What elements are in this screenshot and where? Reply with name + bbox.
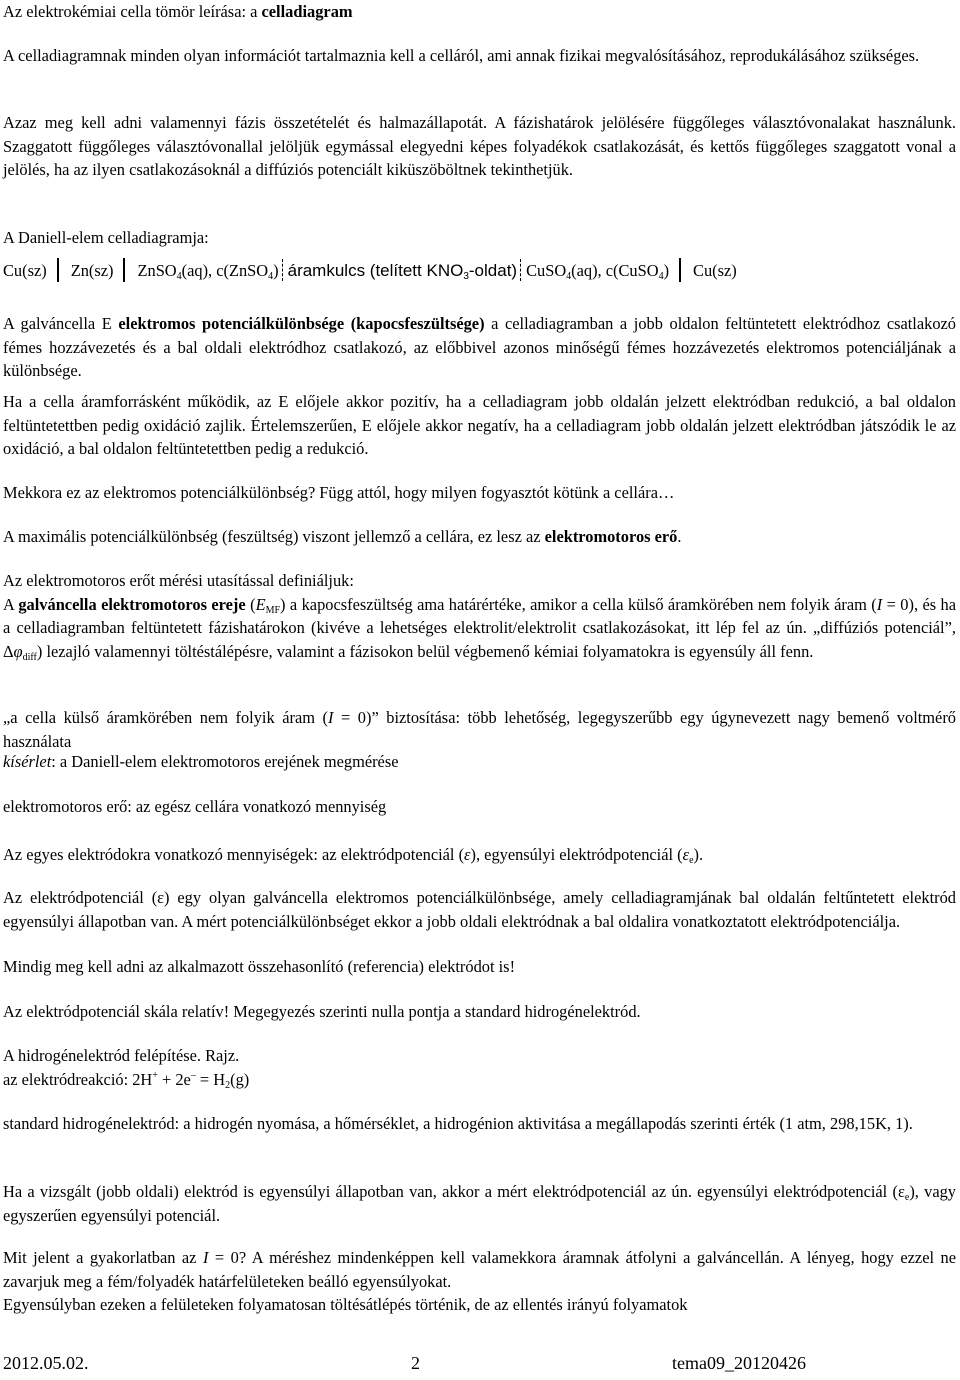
cell-cu-left: Cu(sz)	[3, 261, 47, 280]
cell-zn: Zn(sz)	[70, 261, 114, 280]
page-heading: Az elektrokémiai cella tömör leírása: a celladiagram	[3, 2, 353, 21]
paragraph-reference: Mindig meg kell adni az alkalmazott összehasonlító (referencia) elektródot is!	[3, 957, 516, 976]
paragraph-hydrogen-electrode: A hidrogénelektród felépítése. Rajz. az elektródreakció: $2H^+ + 2e^- = H_2(g)$	[3, 1046, 250, 1091]
paragraph-max-potential: A maximális potenciálkülönbség (feszültség) viszont jellemző a cellára, ez lesz az elektromotoros erő.	[3, 527, 682, 546]
phase-boundary-line	[57, 258, 59, 282]
liquid-junction-line	[520, 259, 521, 281]
cell-znso4: ZnSO$_4$(aq), c(ZnSO$_4$)	[137, 261, 279, 282]
paragraph-emf-definition: Az elektromotoros erőt mérési utasítással definiáljuk: A galváncella elektromotoros ereje $(E_{MF})$ a kapocsfeszültség ama határértéke, amikor a cella külső áramkörében nem folyik áram (I = 0), és ha a celladiagramban feltüntetett fázishatárokon (kivéve a lehetséges elektrolit/elektrolit csatlakozásokat, itt lép fel az ún. „diffúziós potenciál”, $\Delta\varphi_{diff}$) lezajló valamennyi töltéstálépésre, valamint a fázisokon belül végbemenő kémiai folyamatokra is egyensúly áll fenn.	[3, 571, 957, 663]
paragraph-emf-scope: elektromotoros erő: az egész cellára vonatkozó mennyiség	[3, 797, 387, 816]
phase-boundary-line	[123, 258, 125, 282]
cell-cuso4: CuSO$_4$(aq), c(CuSO$_4$)	[526, 261, 670, 282]
paragraph-practical-zero-current: Mit jelent a gyakorlatban az I = 0? A méréshez mindenképpen kell valamekkora áramnak átfolyni a galváncellán. A lényeg, hogy ezzel ne zavarjuk meg a fém/folyadék határfelületeken beálló egyensúlyokat. Egyensúlyban ezeken a felületeken folyamatosan töltésátlépés történik, de az ellentés irányú folyamatok	[3, 1248, 956, 1314]
paragraph-zero-current: „a cella külső áramkörében nem folyik áram (I = 0)” biztosítása: több lehetőség, legegyszerűbb egy úgynevezett nagy bemenő voltmérő használata	[3, 708, 956, 751]
daniell-title: A Daniell-elem celladiagramja:	[3, 228, 209, 247]
paragraph-relative-scale: Az elektródpotenciál skála relatív! Megegyezés szerinti nulla pontja a standard hidrogénelektród.	[3, 1002, 641, 1021]
phase-boundary-line	[679, 258, 681, 282]
paragraph-electrode-potential: Az elektródpotenciál (ε) egy olyan galváncella elektromos potenciálkülönbsége, amely celladiagramjának bal oldalán feltűntetett elektród egyensúlyi állapotban van. A mért potenciálkülönbséget ekkor a jobb oldali elektródnak a bal oldalira vonatkoztatott elektródpotenciálja.	[3, 888, 956, 931]
paragraph-phases: Azaz meg kell adni valamennyi fázis összetételét és halmazállapotát. A fázishatárok jelölésére függőleges választóvonalakat használunk. Szaggatott függőleges választóvonallal jelöljük egymással elegyedni képes folyadékok csatlakozását, és kettős függőleges szaggatott vonal a jelölés, ha az ilyen csatlakozásoknál a diffúziós potenciált kiküszöböltnek tekinthetjük.	[3, 113, 956, 179]
daniell-cell-diagram	[3, 258, 956, 283]
cell-cu-right: Cu(sz)	[693, 261, 737, 280]
paragraph-electrode-quantities: Az egyes elektródokra vonatkozó mennyiségek: az elektródpotenciál (ε), egyensúlyi elektródpotenciál $(\varepsilon_e)$.	[3, 845, 704, 866]
paragraph-standard-hydrogen: standard hidrogénelektród: a hidrogén nyomása, a hőmérséklet, a hidrogénion aktivitása a megállapodás szerinti érték (1 atm, 298,15K, 1).	[3, 1114, 913, 1133]
paragraph-potential-difference: A galváncella E elektromos potenciálkülönbsége (kapocsfeszültsége) a celladiagramban a jobb oldalon feltüntetett elektródhoz csatlakozó fémes hozzávezetés és a bal oldali elektródhoz csatlakozó, az előbbivel azonos minőségű fémes hozzávezetés elektromos potenciáljának a különbsége.	[3, 314, 956, 380]
footer-date: 2012.05.02.	[3, 1353, 89, 1373]
footer-page-number: 2	[411, 1353, 420, 1373]
footer-filename: tema09_20120426	[672, 1353, 806, 1373]
liquid-junction-line	[282, 259, 283, 281]
page-footer	[3, 1352, 956, 1378]
cell-salt-bridge: áramkulcs (telített $KNO_3-oldat$)	[287, 261, 518, 282]
paragraph-sign: Ha a cella áramforrásként működik, az E előjele akkor pozitív, ha a celladiagram jobb oldalán jelzett elektródban redukció, a bal oldalon feltüntetettben pedig oxidáció zajlik. Értelemszerűen, E előjele akkor negatív, ha a celladiagram jobb oldalán jelzett elektródban játszódik le az oxidáció, a bal oldalon feltüntetettben pedig a redukció.	[3, 392, 956, 458]
paragraph-experiment: kísérlet: a Daniell-elem elektromotoros erejének megmérése	[3, 752, 399, 771]
paragraph-equilibrium-potential: Ha a vizsgált (jobb oldali) elektród is egyensúlyi állapotban van, akkor a mért elektródpotenciál az ún. egyensúlyi elektródpotenciál $(\varepsilon_e)$, vagy egyszerűen egyensúlyi potenciál.	[3, 1182, 956, 1225]
paragraph-question: Mekkora ez az elektromos potenciálkülönbség? Függ attól, hogy milyen fogyasztót kötünk a cellára…	[3, 483, 675, 502]
paragraph-intro: A celladiagramnak minden olyan információt tartalmaznia kell a celláról, ami annak fizikai megvalósításához, reprodukálásához szükséges.	[3, 46, 920, 65]
